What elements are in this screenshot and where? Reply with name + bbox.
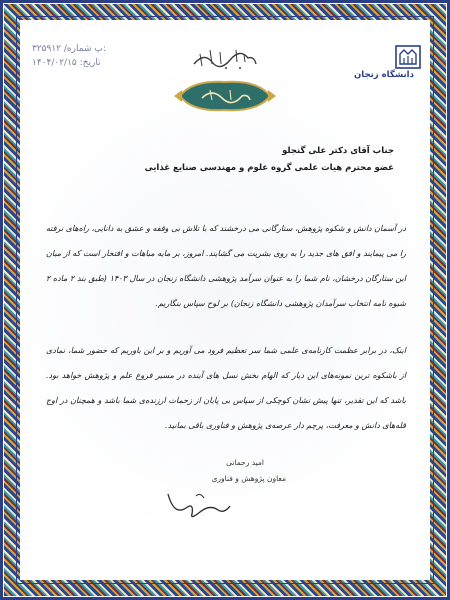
letter-number-value: ۳۲۵۹۱۲ /پ — [32, 44, 103, 54]
addressee-position: عضو محترم هیات علمی گروه علوم و مهندسی صنایع غذایی — [144, 163, 394, 173]
letter-number-label: شماره: — [66, 44, 106, 54]
letter-date — [32, 56, 132, 70]
university-emblem-icon — [346, 40, 422, 90]
taqdir-cartouche-icon — [172, 78, 278, 114]
letter-date-value: ۱۴۰۴/۰۲/۱۵ — [32, 58, 77, 68]
body-paragraph-2: اینک، در برابر عظمت کارنامه‌ی علمی شما سر تعظیم فرود می آوریم و بر این باوریم که حضور شما، نمادی از باشکوه ترین نمونه‌های این دیار که الهام بخش نسل های آینده در مسیر فروغ علم و پژوهش خواهد بود. باشد که این تقدیر، تنها پیش نشان کوچکی از سپاس بی پایان از زحمات ارزنده‌ی شما باشد و همچنان در اوج قله‌های دانش و معرفت، پرچم دار عرصه‌ی پژوهش و فناوری باقی بمانید. — [46, 346, 406, 430]
bismillah-calligraphy-icon — [190, 44, 260, 72]
signatory-title: معاون پژوهش و فناوری — [211, 474, 286, 483]
university-logo — [346, 40, 422, 90]
handwritten-signature — [160, 486, 240, 522]
signatory-name: امید رحمانی — [226, 458, 264, 467]
letter-date-label: تاریخ: — [79, 58, 101, 68]
addressee-name: جناب آقای دکتر علی گنجلو — [282, 146, 394, 156]
university-name: دانشگاه زنجان — [354, 70, 414, 80]
letter-meta — [32, 42, 132, 70]
body-paragraph-1: در آسمان دانش و شکوه پژوهش، ستارگانی می درخشند که با تلاش بی وقفه و عشق به دانایی، راه‌های نرفته را می پیمایند و افق های جدید را به روی بشریت می گشایند. امروز، بر مایه مباهات و افتخار است که از میان این ستارگان درخشان، نام شما را به عنوان سرآمد پژوهشی دانشگاه زنجان در سال ۱۴۰۳ (طبق بند ۲ ماده ۲ شیوه نامه انتخاب سرآمدان پژوهشی دانشگاه زنجان) بر لوح سپاس بنگاریم. — [46, 224, 407, 308]
letter-number — [32, 42, 132, 56]
